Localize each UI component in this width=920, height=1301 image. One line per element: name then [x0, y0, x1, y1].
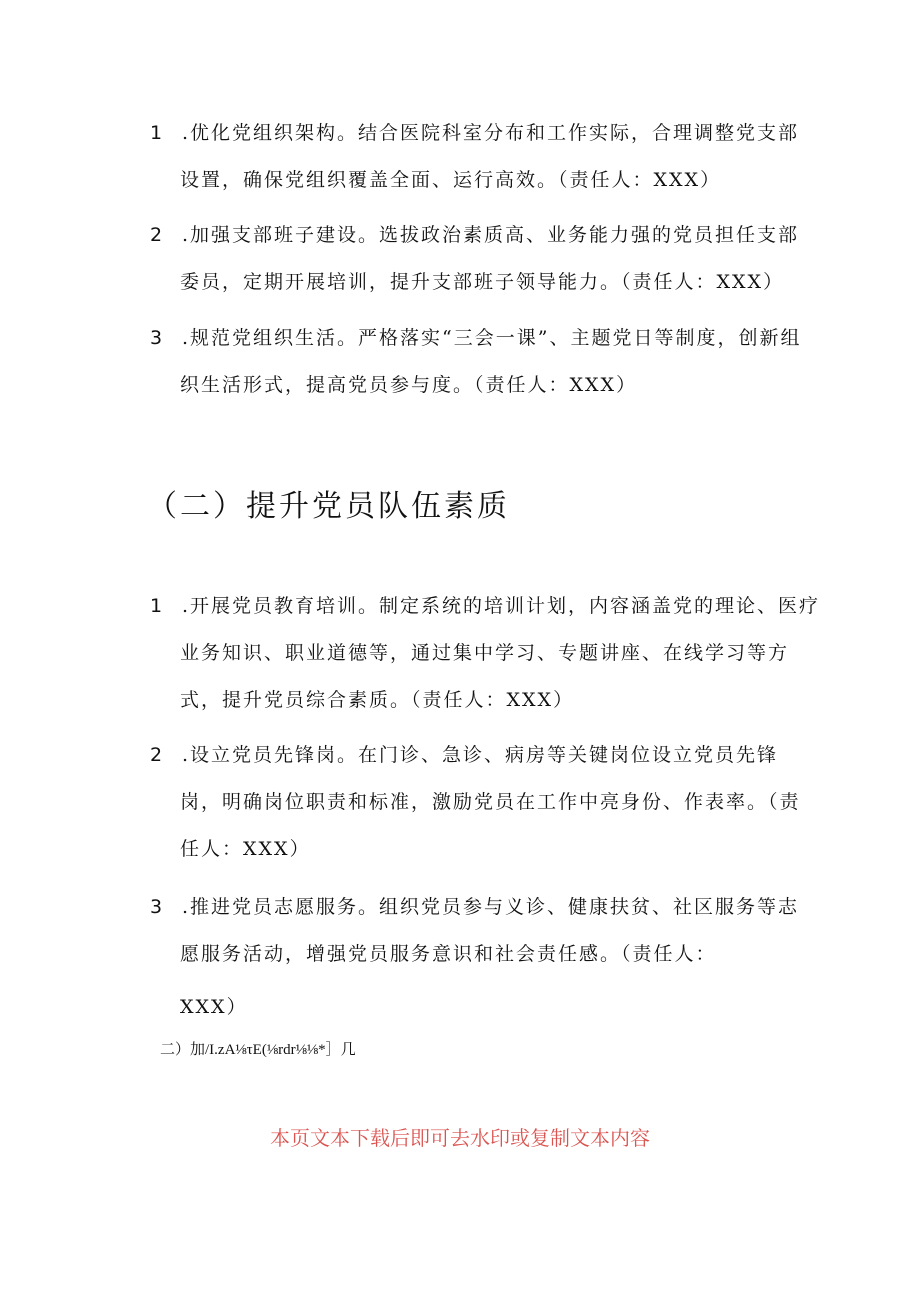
item-text-line: 委员，定期开展培训，提升支部班子领导能力。（责任人：XXX）	[180, 271, 785, 293]
item-text-line: .加强支部班子建设。选拔政治素质高、业务能力强的党员担任支部	[182, 224, 800, 246]
item-text-line: .规范党组织生活。严格落实“三会一课”、主题党日等制度，创新组	[182, 327, 802, 349]
item-text-line: 设置，确保党组织覆盖全面、运行高效。（责任人：XXX）	[180, 169, 722, 191]
item-text-line: 织生活形式，提高党员参与度。（责任人：XXX）	[180, 374, 638, 396]
item-text-line: 业务知识、职业道德等，通过集中学习、专题讲座、在线学习等方	[180, 642, 790, 664]
item-text-line: .设立党员先锋岗。在门诊、急诊、病房等关键岗位设立党员先锋	[182, 744, 779, 766]
watermark-notice: 本页文本下载后即可去水印或复制文本内容	[270, 1126, 650, 1150]
item-text-line: .开展党员教育培训。制定系统的培训计划，内容涵盖党的理论、医疗	[182, 595, 821, 617]
item-number: 2	[150, 744, 165, 766]
item-number: 3	[150, 327, 165, 349]
item-text-line: .推进党员志愿服务。组织党员参与义诊、健康扶贫、社区服务等志	[182, 896, 800, 918]
item-number: 1	[150, 122, 165, 144]
item-number: 2	[150, 224, 165, 246]
item-text-line: 愿服务活动，增强党员服务意识和社会责任感。（责任人：	[180, 943, 717, 965]
item-text-line: 岗，明确岗位职责和标准，激励党员在工作中亮身份、作表率。（责	[180, 791, 801, 813]
item-text-line: XXX）	[180, 996, 248, 1018]
garbled-text-line: 二）加/I.zA⅛τE(⅛rdr⅛⅛*］几	[160, 1042, 356, 1058]
item-text-line: .优化党组织架构。结合医院科室分布和工作实际，合理调整党支部	[182, 122, 800, 144]
section-heading: （二）提升党员队伍素质	[147, 489, 510, 524]
item-number: 3	[150, 896, 165, 918]
item-text-line: 式，提升党员综合素质。（责任人：XXX）	[180, 689, 575, 711]
item-number: 1	[150, 595, 165, 617]
item-text-line: 任人：XXX）	[180, 838, 311, 860]
